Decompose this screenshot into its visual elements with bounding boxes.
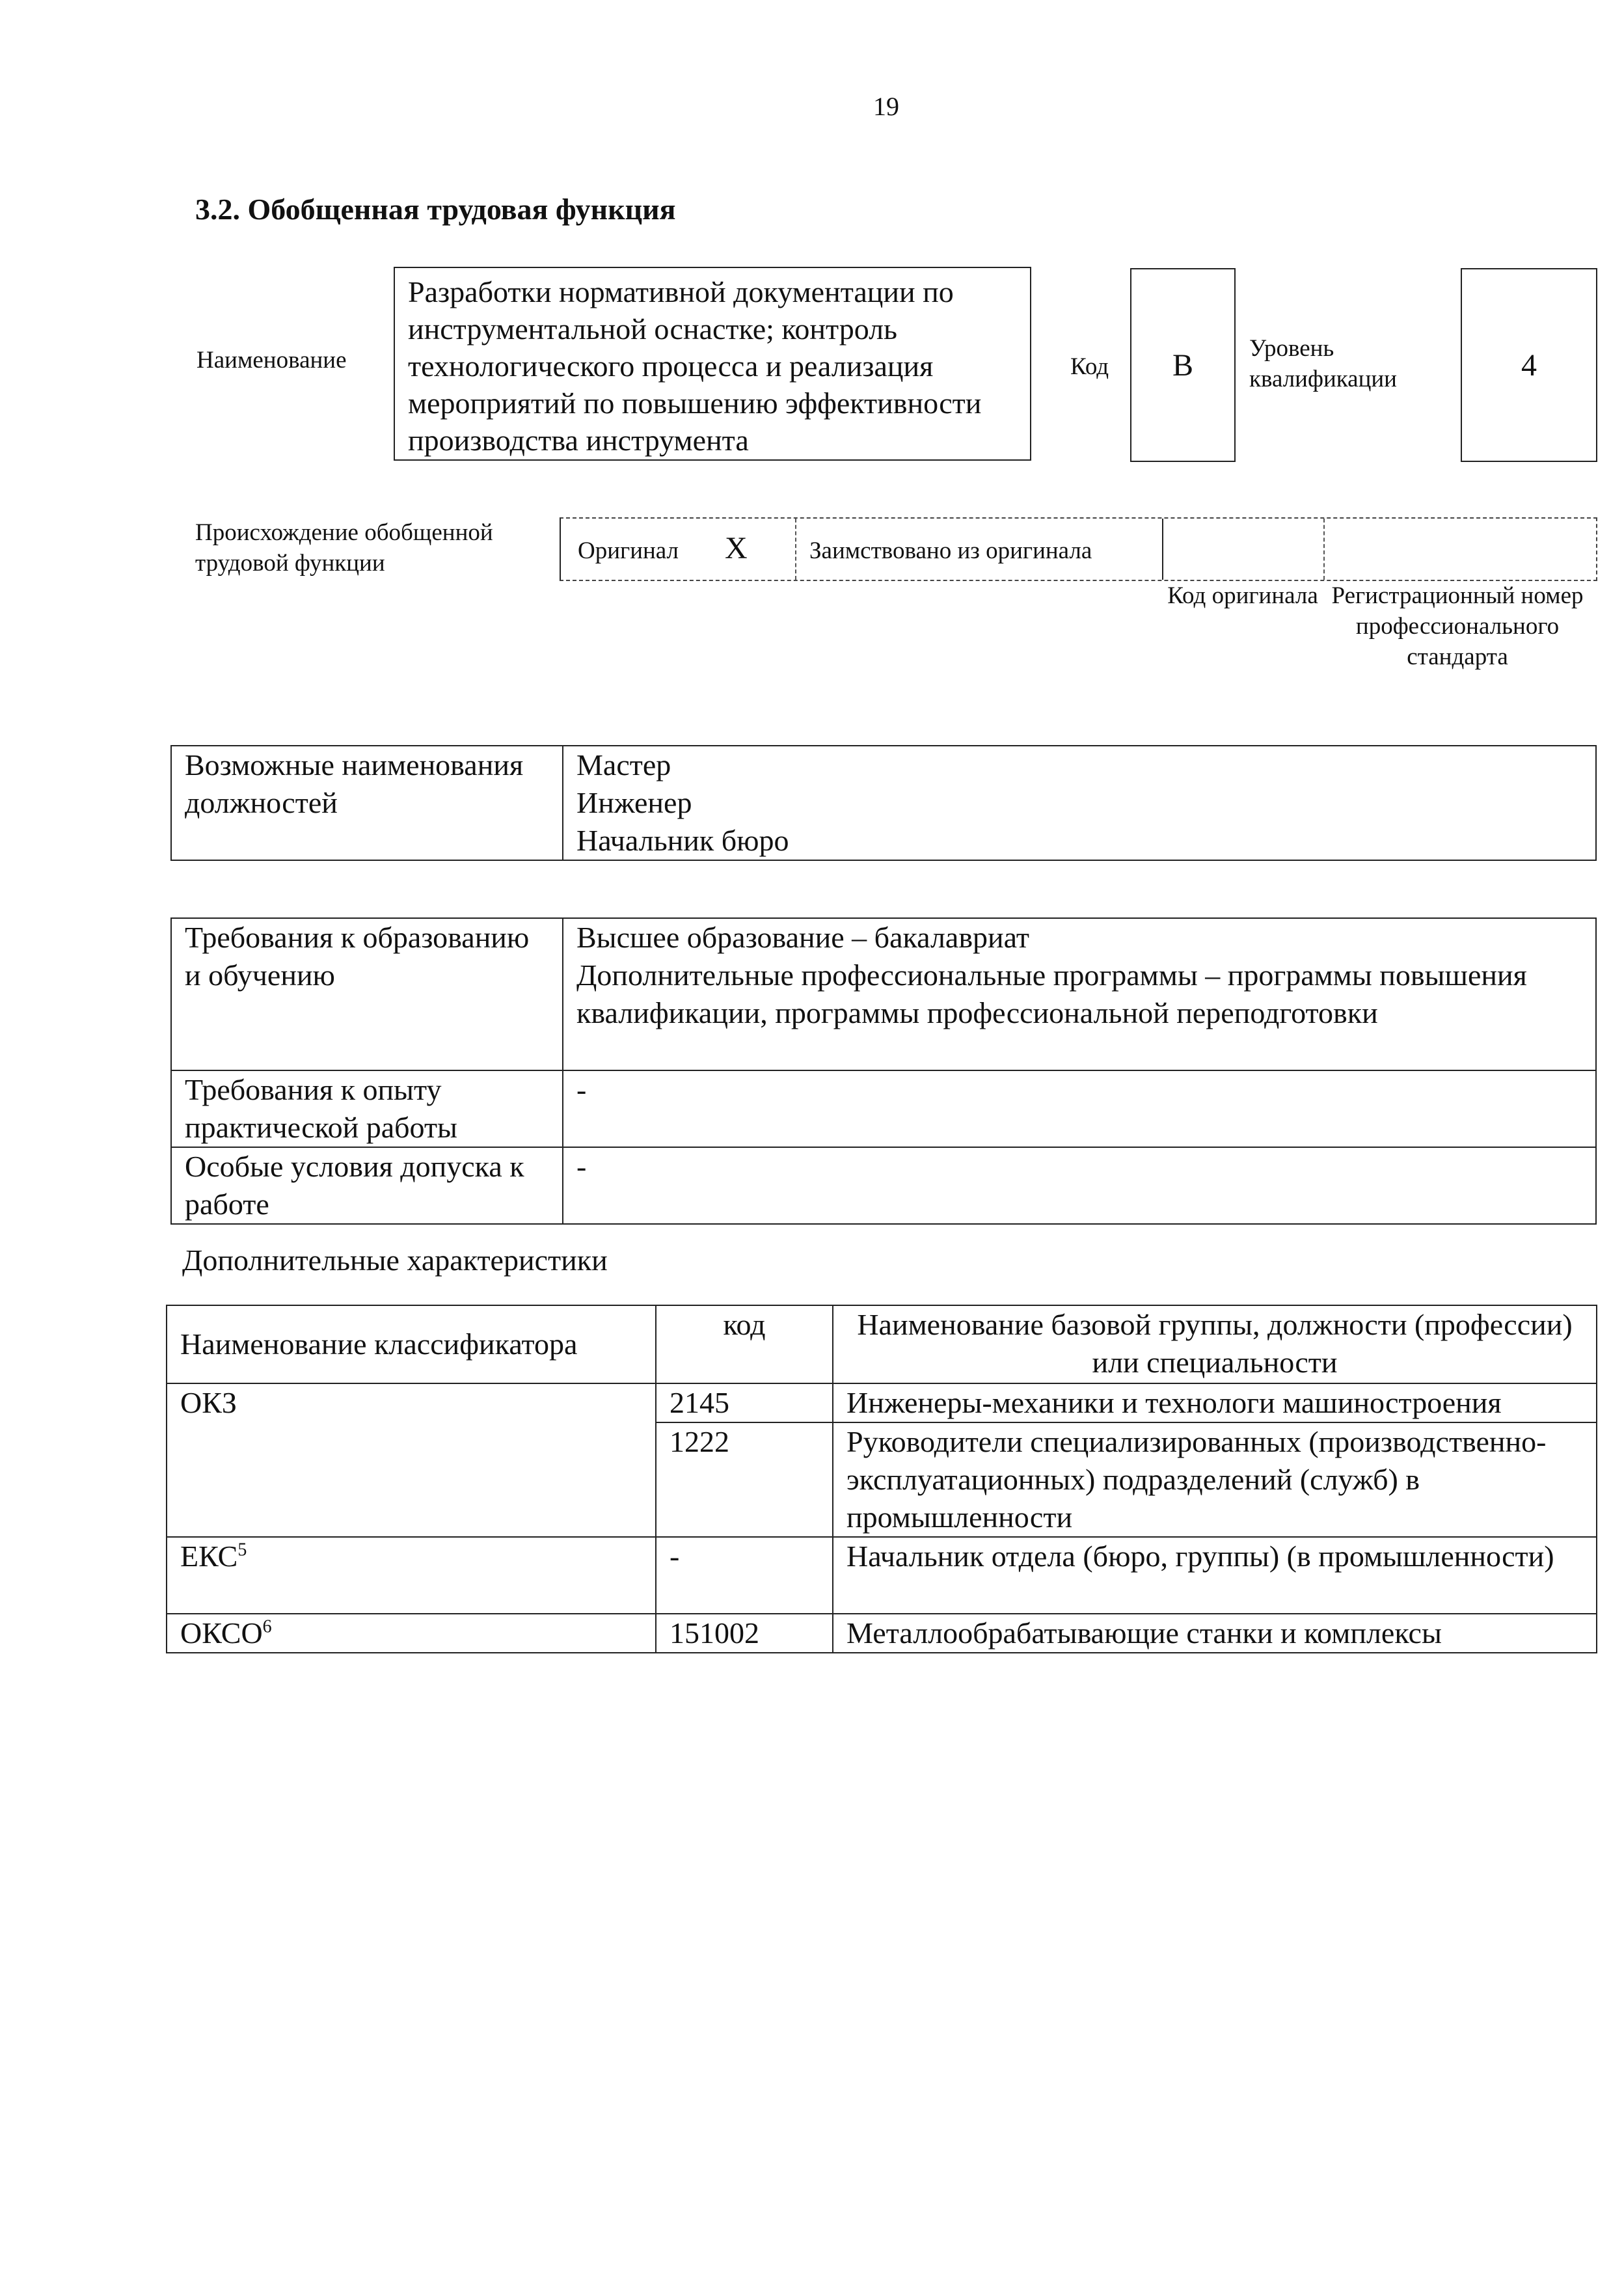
name-value-box xyxy=(394,267,1031,461)
position-item: Инженер xyxy=(576,786,692,819)
origin-divider xyxy=(1323,519,1325,580)
positions-values xyxy=(563,746,1596,860)
table-row xyxy=(167,1537,1597,1614)
header-code: код xyxy=(656,1305,833,1383)
okso-name-text: ОКСО xyxy=(180,1616,263,1650)
level-value: 4 xyxy=(1521,347,1537,383)
origin-original-mark: X xyxy=(725,531,748,565)
special-value: - xyxy=(563,1147,1596,1224)
positions-label: Возможные наименования должностей xyxy=(171,746,563,860)
origin-label: Происхождение обобщенной трудовой функции xyxy=(195,519,493,577)
education-label: Требования к образованию и обучению xyxy=(171,918,563,1070)
education-line: Высшее образование – бакалавриат xyxy=(576,921,1029,954)
table-row xyxy=(167,1614,1597,1653)
code-label: Код xyxy=(1070,353,1109,380)
page-number: 19 xyxy=(873,92,899,121)
name-label: Наименование xyxy=(196,347,347,374)
eks-name-text: ЕКС xyxy=(180,1540,238,1573)
eks-footnote: 5 xyxy=(237,1540,247,1560)
origin-original-label: Оригинал xyxy=(578,537,679,564)
level-value-box xyxy=(1461,268,1597,462)
okso-name xyxy=(167,1614,656,1653)
education-values xyxy=(563,918,1596,1070)
eks-code: - xyxy=(656,1537,833,1614)
position-item: Мастер xyxy=(576,748,671,781)
section-title: 3.2. Обобщенная трудовая функция xyxy=(195,193,676,226)
table-row xyxy=(167,1383,1597,1422)
level-label: Уровень квалификации xyxy=(1249,335,1397,392)
additional-table xyxy=(166,1305,1597,1653)
table-row xyxy=(171,1147,1596,1224)
education-line: Дополнительные профессиональные программы – программы повышения квалификации, программы профессиональной переподготовки xyxy=(576,958,1527,1029)
okso-footnote: 6 xyxy=(262,1616,272,1637)
okz-title: Инженеры-механики и технологи машиностроения xyxy=(833,1383,1597,1422)
okz-code: 2145 xyxy=(656,1383,833,1422)
header-title: Наименование базовой группы, должности (профессии) или специальности xyxy=(833,1305,1597,1383)
experience-label: Требования к опыту практической работы xyxy=(171,1070,563,1147)
eks-title: Начальник отдела (бюро, группы) (в промышленности) xyxy=(833,1537,1597,1614)
origin-table xyxy=(560,517,1597,581)
origin-divider xyxy=(1162,519,1163,580)
table-row xyxy=(171,918,1596,1070)
table-row xyxy=(167,1305,1597,1383)
table-row xyxy=(171,746,1596,860)
okso-title: Металлообрабатывающие станки и комплексы xyxy=(833,1614,1597,1653)
okso-code: 151002 xyxy=(656,1614,833,1653)
table-row xyxy=(171,1070,1596,1147)
origin-divider xyxy=(795,519,796,580)
header-classifier: Наименование классификатора xyxy=(167,1305,656,1383)
code-value: B xyxy=(1172,347,1193,383)
special-label: Особые условия допуска к работе xyxy=(171,1147,563,1224)
name-value: Разработки нормативной документации по инструментальной оснастке; контроль технологического процесса и реализация мероприятий по повышению эффективности производства инструмента xyxy=(408,275,982,457)
origin-code-caption: Код оригинала xyxy=(1167,582,1318,609)
origin-reg-caption: Регистрационный номер профессионального стандарта xyxy=(1331,582,1584,670)
code-value-box xyxy=(1130,268,1236,462)
positions-table xyxy=(170,745,1597,861)
additional-title: Дополнительные характеристики xyxy=(182,1243,608,1277)
position-item: Начальник бюро xyxy=(576,824,789,857)
experience-value: - xyxy=(563,1070,1596,1147)
okz-code: 1222 xyxy=(656,1422,833,1537)
eks-name xyxy=(167,1537,656,1614)
okz-name: ОКЗ xyxy=(167,1383,656,1537)
origin-borrowed-label: Заимствовано из оригинала xyxy=(809,537,1092,564)
requirements-table xyxy=(170,917,1597,1225)
okz-title: Руководители специализированных (производственно-эксплуатационных) подразделений (служб) в промышленности xyxy=(833,1422,1597,1537)
